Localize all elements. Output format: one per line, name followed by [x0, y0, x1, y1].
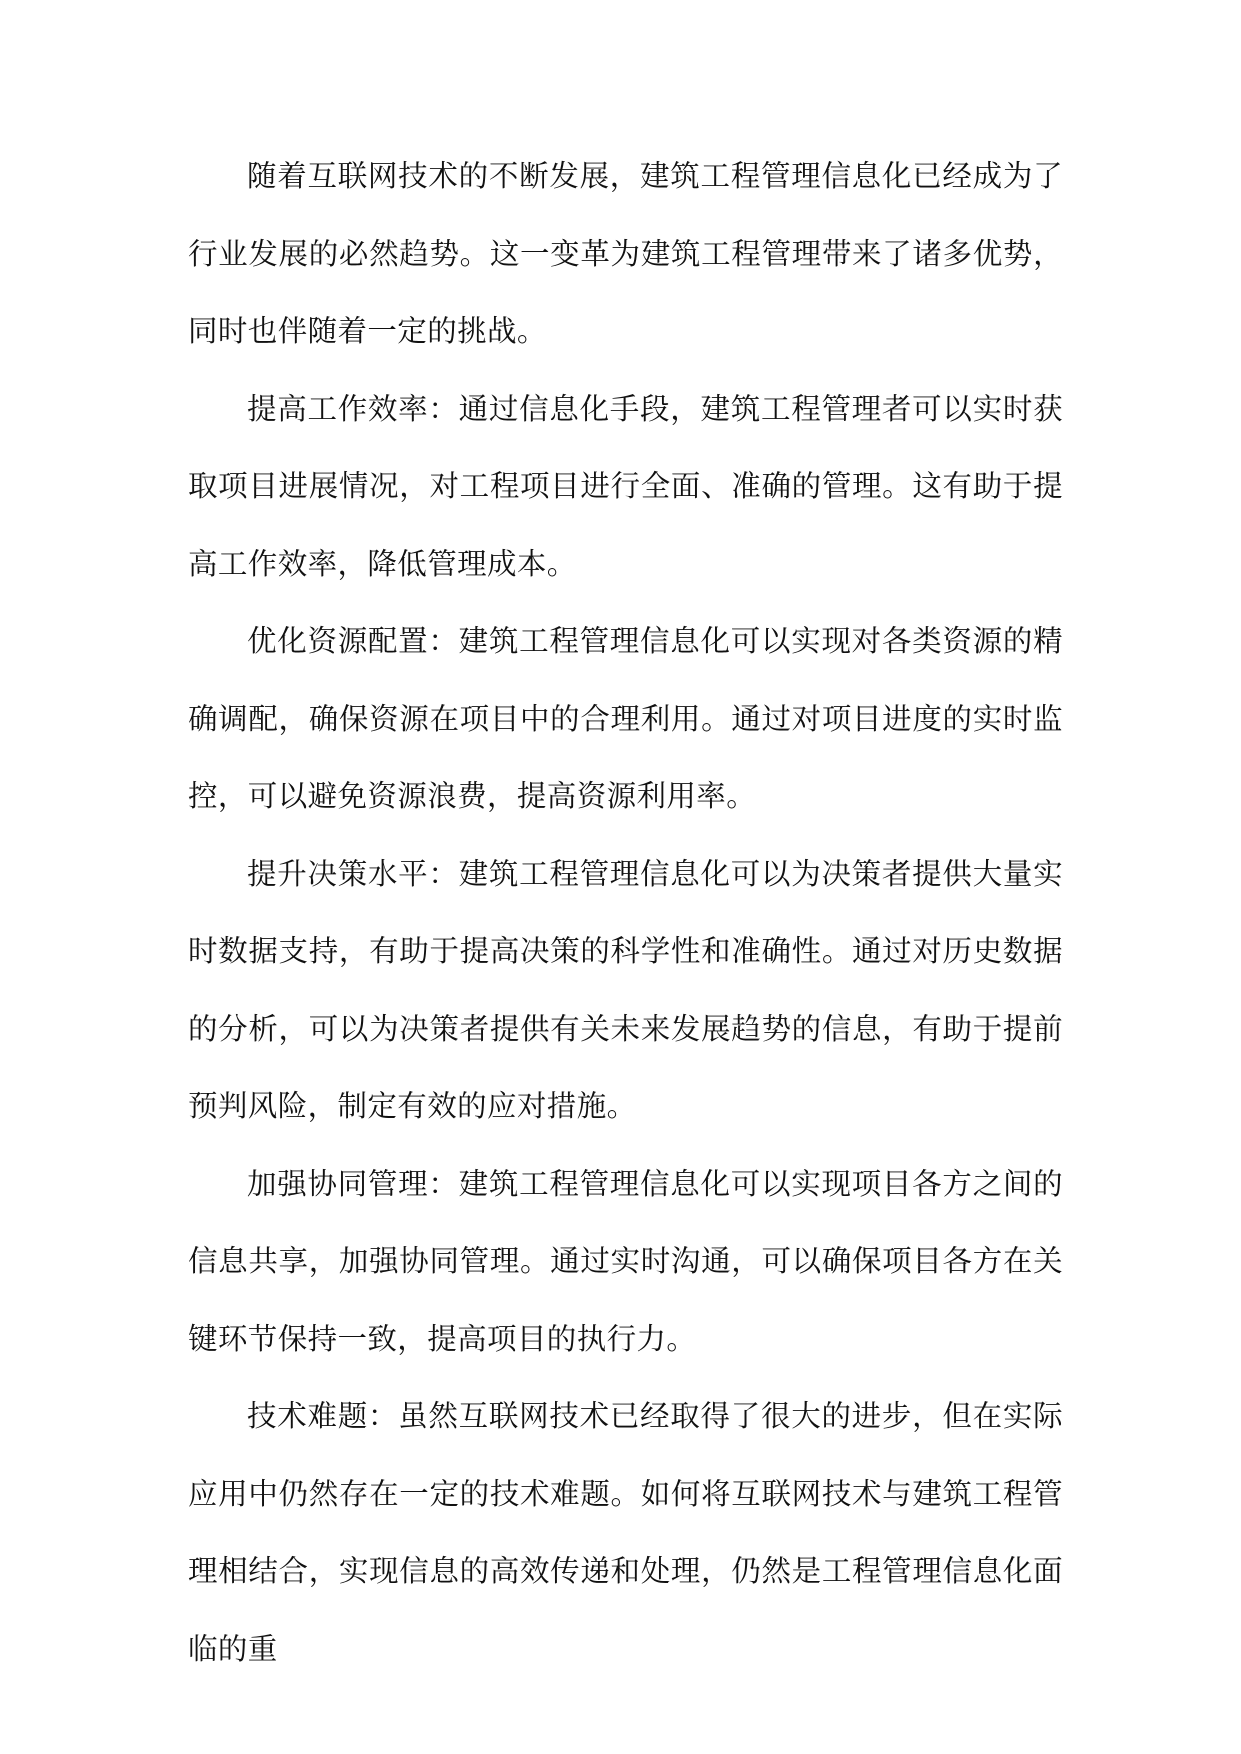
document-body: [188, 138, 1063, 1688]
paragraph-resources: 优化资源配置：建筑工程管理信息化可以实现对各类资源的精确调配，确保资源在项目中的合理利用。通过对项目进度的实时监控，可以避免资源浪费，提高资源利用率。: [188, 624, 1063, 813]
paragraph-decision: 提升决策水平：建筑工程管理信息化可以为决策者提供大量实时数据支持，有助于提高决策的科学性和准确性。通过对历史数据的分析，可以为决策者提供有关未来发展趋势的信息，有助于提前预判风险，制定有效的应对措施。: [188, 856, 1063, 1123]
paragraph-technical: 技术难题：虽然互联网技术已经取得了很大的进步，但在实际应用中仍然存在一定的技术难题。如何将互联网技术与建筑工程管理相结合，实现信息的高效传递和处理，仍然是工程管理信息化面临的重: [188, 1399, 1063, 1666]
paragraph-collaboration: 加强协同管理：建筑工程管理信息化可以实现项目各方之间的信息共享，加强协同管理。通过实时沟通，可以确保项目各方在关键环节保持一致，提高项目的执行力。: [188, 1166, 1063, 1356]
paragraph-efficiency: 提高工作效率：通过信息化手段，建筑工程管理者可以实时获取项目进展情况，对工程项目进行全面、准确的管理。这有助于提高工作效率，降低管理成本。: [188, 391, 1063, 581]
paragraph-intro: 随着互联网技术的不断发展，建筑工程管理信息化已经成为了行业发展的必然趋势。这一变革为建筑工程管理带来了诸多优势，同时也伴随着一定的挑战。: [188, 159, 1063, 348]
